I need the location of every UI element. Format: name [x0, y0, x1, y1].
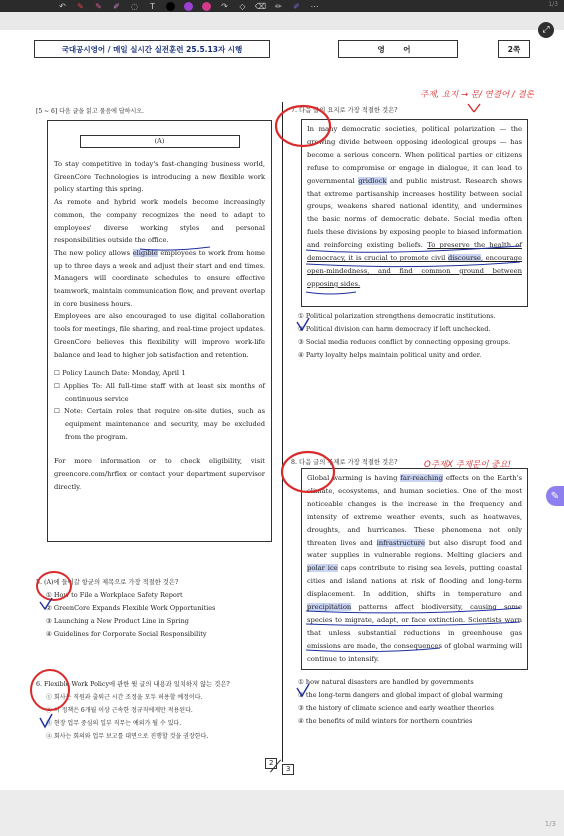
q8-passage: Global warming is having far-reaching effects on the Earth's climate, ecosystems, and human societies. One of the most noticeable changes is the increase in the frequency and intensity of extreme weather events, such as heatwaves, droughts, and hurricanes. These phenomena not only threaten lives and infrastructure but also disrupt food and water supplies in vulnerable regions. Melting glaciers and polar ice caps contribute to rising sea levels, putting coastal cities and island nations at risk of flooding and long-term displacement. In addition, shifts in temperature and precipitation patterns affect biodiversity, causing some species to migrate, adapt, or face extinction. Scientists warn that unless substantial reductions in greenhouse gas emissions are made, the consequences of global warming will continue to intensify.	[301, 468, 528, 670]
q7-passage: In many democratic societies, political polarization — the growing divide between opposing ideological groups — has become a serious concern. When political parties or citizens refuse to compromise or engage in dialogue, it can lead to governmental gridlock and public mistrust. Research shows that extreme partisanship increases hostility between social groups, weakens shared national identity, and undermines the basic norms of democratic debate. Social media often fuels these divisions by exposing people to biased information and reinforcing existing beliefs. To preserve the health of democracy, it is crucial to promote civil discourse, encourage open-mindedness, and find common ground between opposing sides.	[301, 119, 528, 307]
q6-stem: 6. Flexible Work Policy에 관한 윗 글의 내용과 일치하지 않는 것은?	[36, 681, 230, 688]
handwritten-note-q7: 주제, 요지 → 문/ 연결어 / 결론	[420, 90, 534, 100]
q5-option[interactable]: ① How to File a Workplace Safety Report	[46, 591, 183, 599]
policy-items	[54, 367, 265, 443]
highlight-gridlock: gridlock	[358, 176, 387, 185]
handwritten-note-q8: O주제X 주제문이 중요!	[424, 460, 512, 470]
pencil-icon[interactable]: ✏	[275, 1, 282, 11]
highlight-precipitation: precipitation	[307, 603, 352, 612]
highlight-discourse: discourse	[447, 254, 481, 263]
page-gap-top	[0, 12, 564, 30]
redo-icon[interactable]: ↷	[221, 1, 228, 11]
q8-option[interactable]: ② the long-term dangers and global impact of global warming	[298, 691, 503, 699]
highlight-infrastructure: infrastructure	[376, 538, 425, 547]
q6-option[interactable]: ③ 현장 업무 중심의 일부 직무는 예외가 될 수 있다.	[46, 720, 182, 727]
passage-a-p3: The new policy allows eligible employees to work from home up to three days a week and adjust their start and end times. Managers will coordinate schedules to ensure effective teamwork, maintain communication flow, and prevent overlap in core business hours.	[54, 248, 265, 308]
q8-option[interactable]: ③ the history of climate science and early weather theories	[298, 704, 494, 712]
q7-option[interactable]: ① Political polarization strengthens democratic institutions.	[298, 312, 496, 320]
undo-icon[interactable]: ↶	[59, 1, 66, 11]
q7-conclusion: To preserve the health of democracy, it is crucial to promote civil	[307, 241, 522, 263]
policy-item: ☐ Policy Launch Date: Monday, April 1	[54, 369, 186, 378]
q6-option[interactable]: ④ 회사는 회의와 업무 보고를 대면으로 진행할 것을 권장한다.	[46, 733, 209, 740]
color-black-icon[interactable]	[166, 2, 175, 11]
passage-a-p2: As remote and hybrid work models become increasingly common, the company recognizes the need to adapt to employees' diverse working styles and personal responsibilities outside the office.	[54, 198, 265, 245]
q5-option[interactable]: ④ Guidelines for Corporate Social Responsibility	[46, 630, 207, 638]
passage-a-contact: For more information or to check eligibility, visit greencore.com/hrflex or contact your department supervisor directly.	[54, 457, 265, 491]
page-indicator-bottom: 1/3	[544, 820, 556, 828]
page-current: 2	[265, 758, 277, 769]
pen-red-icon[interactable]: ✎	[77, 1, 84, 11]
highlight-polar-ice: polar ice	[307, 564, 338, 573]
q5-option[interactable]: ③ Launching a New Product Line in Spring	[46, 617, 189, 625]
exam-title: 국대공시영어 / 매일 실시간 실전훈련 25.5.13자 시행	[34, 40, 270, 58]
question-7	[291, 104, 531, 117]
q6-option[interactable]: ① 회사는 직원과 출퇴근 시간 조정을 모두 허용할 예정이다.	[46, 694, 203, 701]
q5-option[interactable]: ② GreenCore Expands Flexible Work Opportunities	[46, 604, 216, 612]
q8-option[interactable]: ① how natural disasters are handled by governments	[298, 678, 474, 686]
q7-option[interactable]: ④ Party loyalty helps maintain political unity and order.	[298, 351, 482, 359]
annotation-toolbar	[0, 0, 564, 12]
subject-label: 영 어	[338, 40, 458, 58]
instruction: [5 ~ 6] 다음 글을 읽고 물음에 답하시오.	[36, 108, 144, 115]
edit-icon[interactable]: ✎	[546, 486, 564, 506]
q7-stem: 7. 다음 글의 요지로 가장 적절한 것은?	[291, 107, 398, 114]
marker-icon[interactable]: ✐	[293, 1, 300, 11]
q6-option[interactable]: ② 이 정책은 6개월 이상 근속한 정규직에게만 적용된다.	[46, 707, 193, 714]
q8-stem: 8. 다음 글의 주제로 가장 적절한 것은?	[291, 459, 398, 466]
passage-a-p4: Employees are also encouraged to use digital collaboration tools for meetings, file sharing, and real-time project updates. GreenCore believes this flexibility will improve work-life balance and lead to higher job satisfaction and retention.	[54, 312, 265, 359]
policy-item: ☐ Note: Certain roles that require on-site duties, such as equipment maintenance and security, may be excluded from the program.	[54, 407, 265, 441]
passage-a-p1: To stay competitive in today's fast-changing business world, GreenCore Technologies is introducing a new flexible work policy starting this spring.	[54, 160, 265, 194]
column-divider	[282, 102, 283, 762]
color-magenta-icon[interactable]	[202, 2, 211, 11]
page-fraction	[262, 758, 298, 774]
q7-option[interactable]: ③ Social media reduces conflict by connecting opposing groups.	[298, 338, 511, 346]
page-indicator-top: 1/3	[548, 1, 558, 8]
page-total: 3	[282, 764, 294, 775]
policy-item: ☐ Applies To: All full-time staff with at least six months of continuous service	[54, 381, 265, 403]
passage-a-label: (A)	[80, 135, 240, 148]
question-5	[36, 576, 276, 641]
shapes-icon[interactable]: ◇	[239, 1, 246, 11]
more-icon[interactable]: ⋯	[310, 1, 319, 11]
pen-pink-icon[interactable]: ✎	[95, 1, 102, 11]
eraser-icon[interactable]: ⌫	[254, 1, 267, 11]
highlight-eligible: eligible	[132, 248, 158, 257]
page-number-label: 2쪽	[498, 40, 530, 58]
q7-options	[298, 310, 530, 362]
page-gap-bottom	[0, 790, 564, 836]
text-icon[interactable]: T	[150, 1, 155, 11]
question-6	[36, 678, 276, 743]
q7-option[interactable]: ② Political division can harm democracy if left unchecked.	[298, 325, 491, 333]
q8-options	[298, 676, 530, 728]
lasso-icon[interactable]: ◌	[131, 1, 138, 11]
highlight-far-reaching: far-reaching	[400, 474, 443, 482]
q8-option[interactable]: ④ the benefits of mild winters for northern countries	[298, 717, 473, 725]
q5-stem: 5. (A)에 들어갈 항균의 제목으로 가장 적절한 것은?	[36, 579, 179, 586]
highlighter-icon[interactable]: ✐	[113, 1, 120, 11]
passage-a-box	[47, 120, 272, 542]
color-purple-icon[interactable]	[184, 2, 193, 11]
resize-icon[interactable]: ⤢	[538, 22, 554, 38]
